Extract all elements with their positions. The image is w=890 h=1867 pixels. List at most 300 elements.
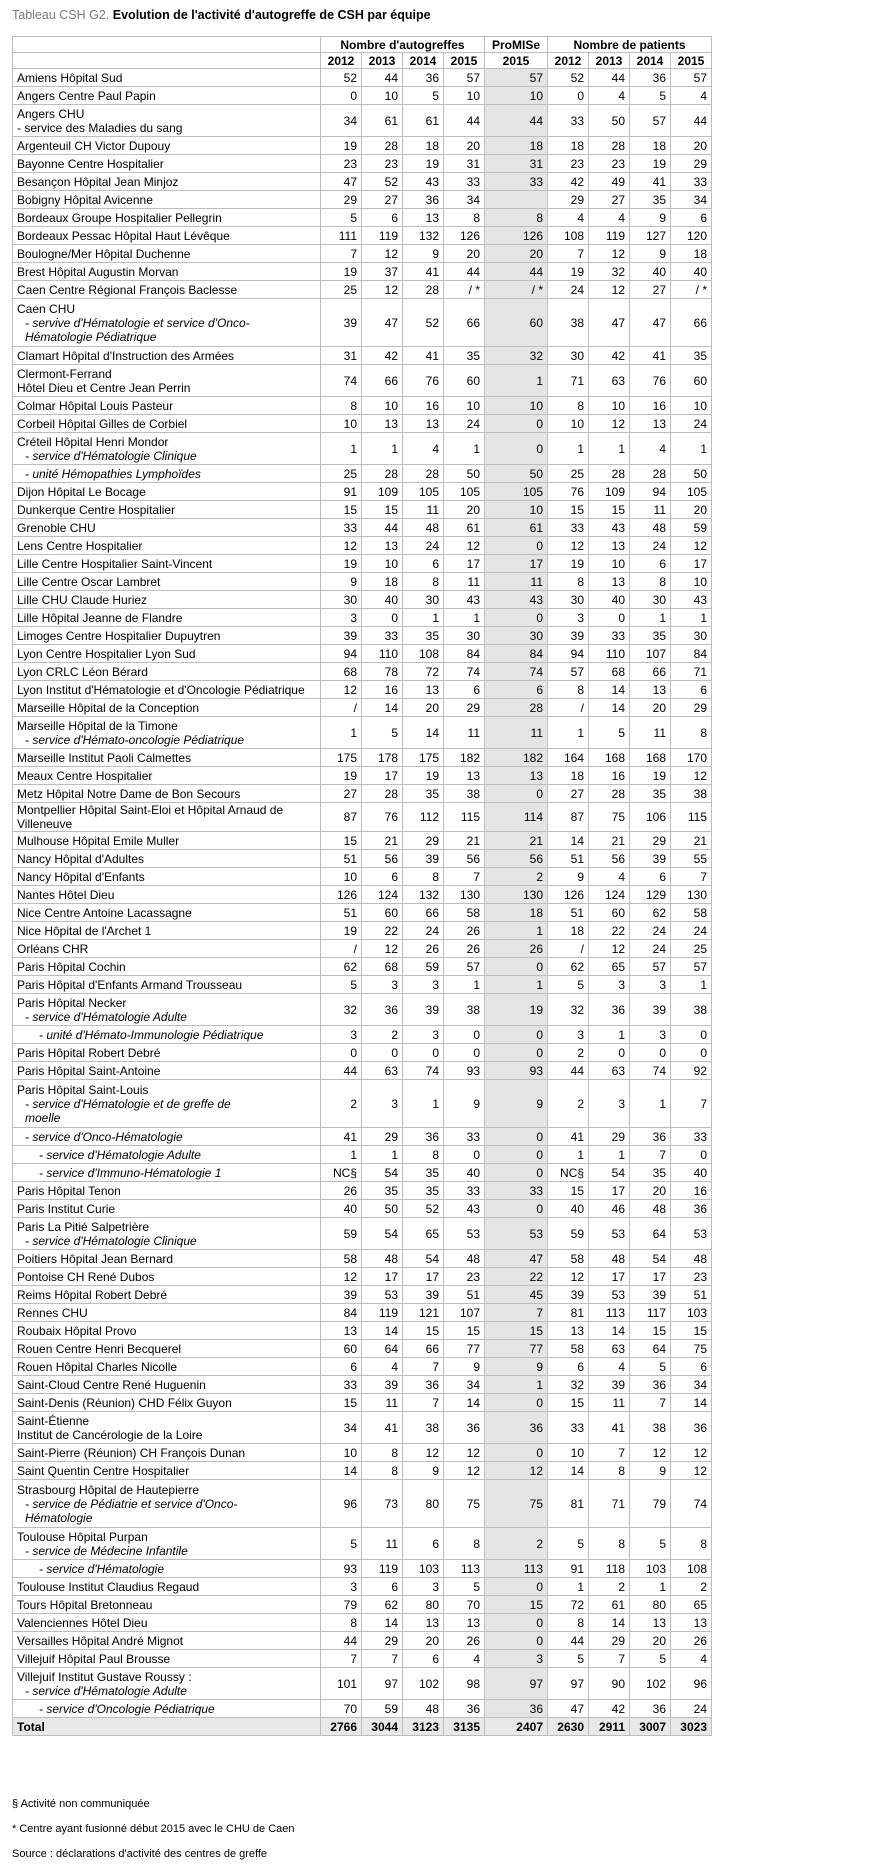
value-cell: 5 — [630, 1358, 671, 1376]
value-cell: 9 — [630, 209, 671, 227]
promise-cell: 1 — [485, 922, 548, 940]
centre-name-line: moelle — [25, 1110, 61, 1125]
promise-cell: 0 — [485, 1044, 548, 1062]
value-cell: 13 — [589, 573, 630, 591]
centre-name: Bobigny Hôpital Avicenne — [17, 192, 153, 207]
table-row — [13, 832, 712, 850]
promise-cell: 33 — [485, 173, 548, 191]
centre-name: Amiens Hôpital Sud — [17, 70, 123, 85]
value-cell: 39 — [548, 1286, 589, 1304]
table-row — [13, 281, 712, 299]
promise-cell: 43 — [485, 591, 548, 609]
value-cell: 21 — [362, 832, 403, 850]
promise-cell: 32 — [485, 347, 548, 365]
centre-name: Montpellier Hôpital Saint-Eloi et Hôpital Arnaud de Villeneuve — [17, 803, 284, 831]
value-cell: 19 — [321, 555, 362, 573]
value-cell: 19 — [321, 263, 362, 281]
table-row — [13, 155, 712, 173]
value-cell: 43 — [589, 519, 630, 537]
value-cell: 108 — [403, 645, 444, 663]
value-cell: 3 — [321, 1578, 362, 1596]
centre-name: Poitiers Hôpital Jean Bernard — [17, 1251, 174, 1266]
value-cell: 93 — [444, 1062, 485, 1080]
value-cell: 35 — [630, 1164, 671, 1182]
value-cell: 5 — [548, 976, 589, 994]
value-cell: 65 — [403, 1218, 444, 1250]
table-row — [13, 1650, 712, 1668]
table-row — [13, 1632, 712, 1650]
value-cell: 6 — [671, 681, 712, 699]
value-cell: 12 — [444, 1444, 485, 1462]
centre-name: Pontoise CH René Dubos — [17, 1269, 155, 1284]
value-cell: 25 — [548, 465, 589, 483]
value-cell: 105 — [444, 483, 485, 501]
value-cell: 57 — [671, 69, 712, 87]
value-cell: 43 — [671, 591, 712, 609]
value-cell: 59 — [403, 958, 444, 976]
value-cell: 7 — [671, 1080, 712, 1128]
value-cell: 33 — [548, 519, 589, 537]
value-cell: 18 — [548, 922, 589, 940]
value-cell: 38 — [548, 299, 589, 347]
value-cell: 44 — [362, 519, 403, 537]
value-cell: 29 — [444, 699, 485, 717]
value-cell: 6 — [321, 1358, 362, 1376]
value-cell: 39 — [321, 299, 362, 347]
table-row — [13, 1322, 712, 1340]
value-cell: 20 — [671, 501, 712, 519]
centre-name: Paris Hôpital d'Enfants Armand Trousseau — [17, 977, 243, 992]
value-cell: 91 — [321, 483, 362, 501]
value-cell: 0 — [362, 1044, 403, 1062]
value-cell: 64 — [630, 1218, 671, 1250]
value-cell: 18 — [548, 137, 589, 155]
value-cell: 24 — [444, 415, 485, 433]
value-cell: 124 — [589, 886, 630, 904]
value-cell: 42 — [589, 1700, 630, 1718]
centre-name: Saint Quentin Centre Hospitalier — [17, 1463, 190, 1478]
value-cell: 78 — [362, 663, 403, 681]
value-cell: 2 — [548, 1044, 589, 1062]
table-row — [13, 1218, 712, 1250]
value-cell: 0 — [671, 1146, 712, 1164]
table-number: Tableau CSH G2. — [12, 8, 110, 22]
table-row — [13, 433, 712, 465]
value-cell: 117 — [630, 1304, 671, 1322]
value-cell: 76 — [548, 483, 589, 501]
value-cell: 14 — [444, 1394, 485, 1412]
value-cell: 5 — [630, 87, 671, 105]
value-cell: 35 — [630, 785, 671, 803]
value-cell: 14 — [548, 832, 589, 850]
value-cell: 15 — [548, 501, 589, 519]
promise-cell: 57 — [485, 69, 548, 87]
value-cell: 79 — [321, 1596, 362, 1614]
value-cell: 18 — [630, 137, 671, 155]
value-cell: 119 — [589, 227, 630, 245]
value-cell: 14 — [321, 1462, 362, 1480]
value-cell: 10 — [321, 1444, 362, 1462]
promise-cell: 2 — [485, 868, 548, 886]
centre-name-cell — [13, 699, 321, 717]
centre-name: Nice Centre Antoine Lacassagne — [17, 905, 192, 920]
value-cell: 26 — [403, 940, 444, 958]
value-cell: 8 — [444, 1528, 485, 1560]
value-cell: 58 — [321, 1250, 362, 1268]
total-cell: 3044 — [362, 1718, 403, 1736]
value-cell: 8 — [362, 1444, 403, 1462]
value-cell: 113 — [444, 1560, 485, 1578]
table-row — [13, 1250, 712, 1268]
centre-name: - service d'Oncologie Pédiatrique — [39, 1701, 215, 1716]
centre-name-cell — [13, 1322, 321, 1340]
value-cell: 12 — [321, 1268, 362, 1286]
value-cell: 1 — [548, 1146, 589, 1164]
table-row — [13, 749, 712, 767]
centre-name-cell — [13, 105, 321, 137]
value-cell: 12 — [362, 940, 403, 958]
centre-name: Rouen Centre Henri Becquerel — [17, 1341, 182, 1356]
centre-name-cell — [13, 1462, 321, 1480]
value-cell: 8 — [671, 1528, 712, 1560]
value-cell: 9 — [321, 573, 362, 591]
value-cell: 96 — [671, 1668, 712, 1700]
value-cell: / — [321, 699, 362, 717]
value-cell: 44 — [671, 105, 712, 137]
value-cell: 27 — [630, 281, 671, 299]
value-cell: 0 — [548, 87, 589, 105]
value-cell: 44 — [548, 1632, 589, 1650]
centre-name: Paris Institut Curie — [17, 1201, 116, 1216]
value-cell: 1 — [671, 976, 712, 994]
value-cell: 30 — [321, 591, 362, 609]
value-cell: 13 — [362, 415, 403, 433]
centre-name-cell — [13, 1560, 321, 1578]
centre-name-cell — [13, 1578, 321, 1596]
value-cell: 19 — [321, 922, 362, 940]
value-cell: 6 — [671, 1358, 712, 1376]
value-cell: 44 — [444, 105, 485, 137]
value-cell: 4 — [589, 1358, 630, 1376]
value-cell: 14 — [548, 1462, 589, 1480]
centre-name-cell — [13, 1268, 321, 1286]
value-cell: 19 — [321, 767, 362, 785]
value-cell: 74 — [403, 1062, 444, 1080]
value-cell: 10 — [671, 397, 712, 415]
value-cell: 14 — [589, 699, 630, 717]
promise-cell: 105 — [485, 483, 548, 501]
table-row — [13, 1358, 712, 1376]
value-cell: 8 — [403, 868, 444, 886]
value-cell: 105 — [403, 483, 444, 501]
table-row — [13, 803, 712, 832]
promise-cell: 19 — [485, 994, 548, 1026]
value-cell: 120 — [671, 227, 712, 245]
table-row — [13, 1146, 712, 1164]
value-cell: 0 — [630, 1044, 671, 1062]
centre-name: Créteil Hôpital Henri Mondor — [17, 434, 169, 449]
value-cell: 1 — [630, 609, 671, 627]
value-cell: 68 — [362, 958, 403, 976]
value-cell: 68 — [589, 663, 630, 681]
centre-name: Lille Centre Oscar Lambret — [17, 574, 161, 589]
value-cell: 12 — [671, 1444, 712, 1462]
value-cell: 50 — [589, 105, 630, 137]
value-cell: 4 — [589, 87, 630, 105]
centre-name-cell — [13, 1668, 321, 1700]
value-cell: 60 — [589, 904, 630, 922]
value-cell: 14 — [362, 1614, 403, 1632]
value-cell: 33 — [548, 105, 589, 137]
value-cell: 84 — [321, 1304, 362, 1322]
table-row — [13, 1412, 712, 1444]
total-label: Total — [13, 1718, 321, 1736]
value-cell: 41 — [548, 1128, 589, 1146]
value-cell: 53 — [362, 1286, 403, 1304]
table-row — [13, 365, 712, 397]
table-row — [13, 519, 712, 537]
centre-name: Saint-Étienne — [17, 1413, 90, 1428]
value-cell: 35 — [671, 347, 712, 365]
table-row — [13, 1480, 712, 1528]
table-row — [13, 681, 712, 699]
value-cell: 29 — [548, 191, 589, 209]
value-cell: 109 — [589, 483, 630, 501]
value-cell: 54 — [589, 1164, 630, 1182]
value-cell: 124 — [362, 886, 403, 904]
footnote: § Activité non communiquée — [12, 1798, 150, 1810]
table-row — [13, 263, 712, 281]
centre-name-cell — [13, 465, 321, 483]
centre-name: Roubaix Hôpital Provo — [17, 1323, 137, 1338]
value-cell: 63 — [362, 1062, 403, 1080]
value-cell: 44 — [321, 1062, 362, 1080]
year-header-row — [13, 53, 712, 69]
value-cell: 41 — [362, 1412, 403, 1444]
value-cell: 44 — [444, 263, 485, 281]
value-cell: 178 — [362, 749, 403, 767]
value-cell: 9 — [630, 245, 671, 263]
centre-name-line: - service de Médecine Infantile — [25, 1543, 188, 1558]
centre-name-cell — [13, 663, 321, 681]
value-cell: 48 — [403, 519, 444, 537]
table-row — [13, 137, 712, 155]
value-cell: 10 — [548, 415, 589, 433]
value-cell: 13 — [548, 1322, 589, 1340]
value-cell: 36 — [403, 69, 444, 87]
value-cell: 30 — [630, 591, 671, 609]
value-cell: 75 — [671, 1340, 712, 1358]
value-cell: 1 — [671, 433, 712, 465]
centre-name-cell — [13, 958, 321, 976]
centre-name: Rouen Hôpital Charles Nicolle — [17, 1359, 178, 1374]
value-cell: 23 — [444, 1268, 485, 1286]
value-cell: 51 — [671, 1286, 712, 1304]
promise-cell: 97 — [485, 1668, 548, 1700]
value-cell: 6 — [362, 209, 403, 227]
value-cell: 18 — [403, 137, 444, 155]
value-cell: 8 — [548, 1614, 589, 1632]
year-header: 2013 — [589, 53, 630, 69]
centre-name-cell — [13, 433, 321, 465]
value-cell: 48 — [589, 1250, 630, 1268]
value-cell: 58 — [444, 904, 485, 922]
value-cell: 19 — [630, 155, 671, 173]
value-cell: 8 — [321, 397, 362, 415]
value-cell: 126 — [321, 886, 362, 904]
centre-name: - service d'Immuno-Hématologie 1 — [39, 1165, 222, 1180]
value-cell: 74 — [671, 1480, 712, 1528]
value-cell: 35 — [630, 191, 671, 209]
promise-cell: 0 — [485, 1614, 548, 1632]
centre-name: Lyon Centre Hospitalier Lyon Sud — [17, 646, 196, 661]
promise-cell: 18 — [485, 904, 548, 922]
value-cell: 12 — [671, 1462, 712, 1480]
value-cell: 38 — [671, 785, 712, 803]
value-cell: 81 — [548, 1304, 589, 1322]
value-cell: 61 — [403, 105, 444, 137]
value-cell: 11 — [630, 717, 671, 749]
value-cell: 15 — [321, 832, 362, 850]
table-row — [13, 904, 712, 922]
value-cell: / * — [444, 281, 485, 299]
value-cell: 32 — [321, 994, 362, 1026]
centre-name: Paris Hôpital Saint-Antoine — [17, 1063, 161, 1078]
value-cell: 59 — [671, 519, 712, 537]
value-cell: 8 — [671, 717, 712, 749]
total-cell: 3007 — [630, 1718, 671, 1736]
value-cell: 68 — [321, 663, 362, 681]
value-cell: 60 — [671, 365, 712, 397]
promise-cell: 0 — [485, 1146, 548, 1164]
value-cell: 62 — [362, 1596, 403, 1614]
table-row — [13, 1462, 712, 1480]
centre-name: Paris Hôpital Cochin — [17, 959, 126, 974]
footnote: * Centre ayant fusionné début 2015 avec le CHU de Caen — [12, 1823, 295, 1835]
value-cell: 43 — [444, 591, 485, 609]
centre-name-cell — [13, 1650, 321, 1668]
centre-name-cell — [13, 1596, 321, 1614]
value-cell: 44 — [321, 1632, 362, 1650]
table-row — [13, 1578, 712, 1596]
value-cell: 13 — [403, 1614, 444, 1632]
centre-name-cell — [13, 1044, 321, 1062]
value-cell: 164 — [548, 749, 589, 767]
value-cell: 84 — [671, 645, 712, 663]
value-cell: 4 — [548, 209, 589, 227]
value-cell: 12 — [589, 281, 630, 299]
promise-cell: 0 — [485, 1578, 548, 1596]
value-cell: 36 — [403, 1376, 444, 1394]
value-cell: 14 — [589, 1322, 630, 1340]
promise-cell: 0 — [485, 537, 548, 555]
centre-name: Toulouse Hôpital Purpan — [17, 1529, 148, 1544]
value-cell: 39 — [548, 627, 589, 645]
value-cell: 47 — [362, 299, 403, 347]
value-cell: / — [548, 940, 589, 958]
promise-cell: 60 — [485, 299, 548, 347]
value-cell: 19 — [548, 555, 589, 573]
value-cell: 1 — [630, 1578, 671, 1596]
centre-name-cell — [13, 1250, 321, 1268]
centre-name-cell — [13, 681, 321, 699]
centre-name-cell — [13, 868, 321, 886]
value-cell: 44 — [589, 69, 630, 87]
value-cell: 1 — [548, 717, 589, 749]
value-cell: 61 — [362, 105, 403, 137]
value-cell: 0 — [589, 1044, 630, 1062]
centre-name: Orléans CHR — [17, 941, 89, 956]
value-cell: 43 — [403, 173, 444, 191]
value-cell: 57 — [630, 958, 671, 976]
value-cell: 96 — [321, 1480, 362, 1528]
value-cell: 51 — [444, 1286, 485, 1304]
value-cell: 52 — [321, 69, 362, 87]
value-cell: 102 — [403, 1668, 444, 1700]
value-cell: 56 — [589, 850, 630, 868]
centre-name-cell — [13, 1062, 321, 1080]
value-cell: 2 — [548, 1080, 589, 1128]
promise-cell: 84 — [485, 645, 548, 663]
value-cell: 62 — [321, 958, 362, 976]
value-cell: 53 — [589, 1218, 630, 1250]
value-cell: 60 — [362, 904, 403, 922]
value-cell: 31 — [321, 347, 362, 365]
value-cell: 13 — [403, 681, 444, 699]
value-cell: 17 — [444, 555, 485, 573]
value-cell: 22 — [362, 922, 403, 940]
centre-name: Rennes CHU — [17, 1305, 88, 1320]
table-row — [13, 245, 712, 263]
value-cell: 7 — [362, 1650, 403, 1668]
centre-name-cell — [13, 87, 321, 105]
value-cell: 5 — [630, 1650, 671, 1668]
value-cell: 41 — [630, 173, 671, 191]
promise-cell: 33 — [485, 1182, 548, 1200]
value-cell: 20 — [403, 699, 444, 717]
value-cell: 8 — [548, 573, 589, 591]
value-cell: 130 — [444, 886, 485, 904]
centre-name-cell — [13, 645, 321, 663]
value-cell: 39 — [403, 850, 444, 868]
centre-name-cell — [13, 767, 321, 785]
value-cell: 33 — [321, 519, 362, 537]
promise-cell: 126 — [485, 227, 548, 245]
value-cell: 54 — [362, 1218, 403, 1250]
value-cell: 39 — [403, 994, 444, 1026]
centre-name-cell — [13, 1026, 321, 1044]
table-row — [13, 1268, 712, 1286]
value-cell: 93 — [321, 1560, 362, 1578]
value-cell: 59 — [321, 1218, 362, 1250]
value-cell: 132 — [403, 886, 444, 904]
value-cell: 1 — [671, 609, 712, 627]
centre-name: Bordeaux Pessac Hôpital Haut Lévêque — [17, 228, 230, 243]
promise-cell: 8 — [485, 209, 548, 227]
table-row — [13, 173, 712, 191]
value-cell: 12 — [362, 245, 403, 263]
value-cell: 3 — [403, 1578, 444, 1596]
value-cell: 7 — [403, 1358, 444, 1376]
value-cell: 5 — [548, 1528, 589, 1560]
promise-cell: 56 — [485, 850, 548, 868]
value-cell: 9 — [630, 1462, 671, 1480]
value-cell: 19 — [403, 155, 444, 173]
value-cell: 1 — [444, 609, 485, 627]
value-cell: 29 — [630, 832, 671, 850]
value-cell: 10 — [671, 573, 712, 591]
promise-cell: 7 — [485, 1304, 548, 1322]
